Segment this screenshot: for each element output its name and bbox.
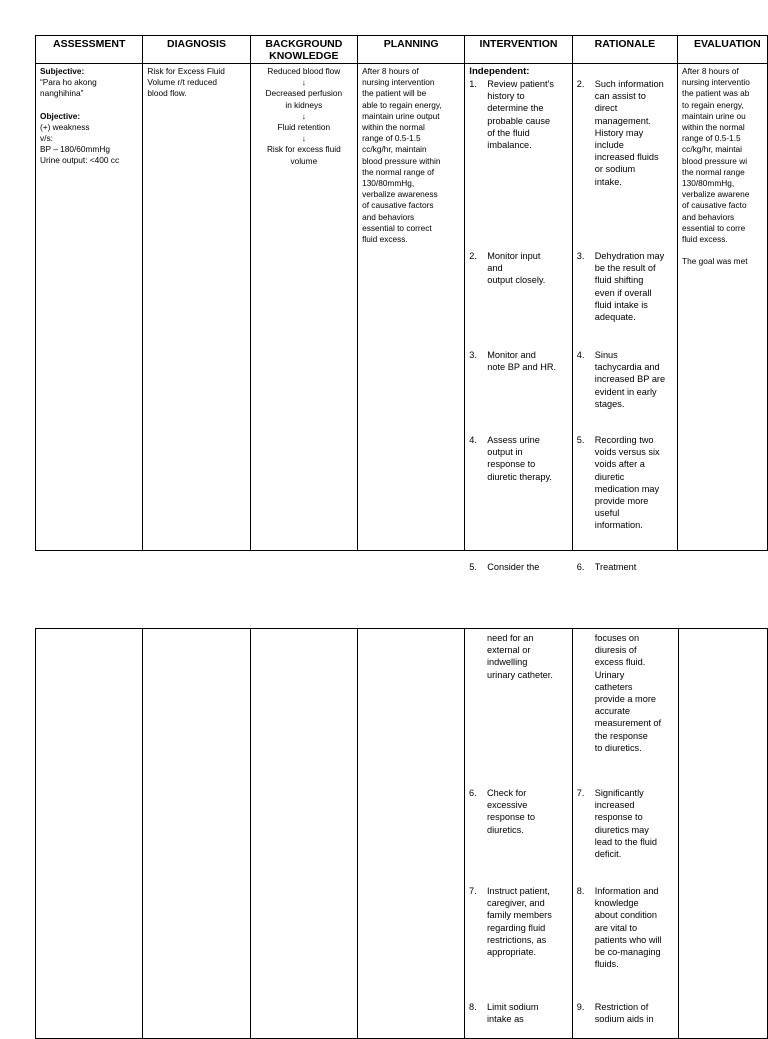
evaluation-line: the normal range (682, 166, 745, 177)
planning-line: After 8 hours of (362, 66, 419, 76)
rationale-line: fluids. (594, 959, 619, 970)
background-line: Fluid retention (277, 122, 331, 133)
rationale-line: the response (594, 730, 648, 741)
intervention-line: of the fluid (487, 127, 530, 138)
evaluation-cell (678, 64, 768, 551)
intervention-number: 2. (469, 251, 477, 261)
down-arrow-icon: ↓ (301, 133, 306, 144)
rationale-line: provide more (594, 496, 649, 507)
diagnosis-cell-cont (143, 629, 250, 1039)
planning-line: nursing intervention (362, 77, 435, 88)
planning-line: the normal range of (362, 166, 435, 177)
planning-line: able to regain energy, (362, 99, 442, 110)
rationale-item (573, 434, 677, 532)
down-arrow-icon: ↓ (301, 110, 306, 121)
assessment-cell (36, 64, 143, 551)
rationale-line: diuretics may (594, 824, 649, 835)
subjective-label: Subjective: (40, 66, 85, 76)
intervention-line: Consider the (487, 562, 540, 572)
planning-cell (358, 64, 465, 551)
planning-line: cc/kg/hr, maintain (362, 144, 427, 155)
rationale-item (573, 349, 677, 410)
header-intervention: INTERVENTION (465, 36, 573, 64)
evaluation-line: of causative facto (682, 200, 747, 211)
intervention-item (465, 250, 572, 287)
intervention-line: excessive (487, 800, 528, 811)
background-line: Risk for excess fluid (266, 144, 341, 155)
planning-line: and behaviors (362, 211, 415, 222)
rationale-line: Recording two (594, 435, 654, 445)
care-plan-table-page2 (35, 628, 768, 1039)
intervention-cell (465, 64, 573, 572)
rationale-line: response to (594, 812, 643, 823)
rationale-line: be co-managing (594, 947, 661, 958)
planning-line: verbalize awareness (362, 189, 438, 200)
care-plan-table-page1 (35, 35, 768, 572)
rationale-line: intake. (594, 176, 622, 187)
rationale-line: Sinus (594, 350, 618, 360)
diagnosis-line: blood flow. (147, 88, 187, 99)
rationale-line: knowledge (594, 898, 639, 909)
intervention-number: 4. (469, 435, 477, 445)
rationale-line: adequate. (594, 312, 636, 323)
rationale-line: provide a more (594, 694, 656, 705)
background-line: Decreased perfusion (265, 88, 343, 99)
rationale-line: History may (594, 127, 644, 138)
rationale-line: voids after a (594, 459, 645, 470)
planning-line: of causative factors (362, 200, 434, 211)
background-knowledge-cell (250, 64, 357, 551)
intervention-line: response to (487, 812, 536, 823)
header-planning: PLANNING (358, 36, 465, 64)
header-diagnosis: DIAGNOSIS (143, 36, 250, 64)
intervention-number: 6. (469, 788, 477, 798)
header-assessment: ASSESSMENT (36, 36, 143, 64)
rationale-line: focuses on (594, 633, 640, 643)
rationale-line: Such information (594, 79, 664, 89)
rationale-line: evident in early (594, 386, 657, 397)
intervention-line: history to (487, 91, 525, 102)
evaluation-line: within the normal (682, 122, 745, 133)
rationale-line: increased fluids (594, 152, 659, 163)
rationale-number: 7. (576, 788, 585, 798)
rationale-line: diuretic (594, 471, 625, 482)
rationale-line: catheters (594, 681, 633, 692)
rationale-cell-cont (572, 629, 678, 1039)
rationale-line: Urinary (594, 669, 625, 680)
intervention-line: Check for (487, 788, 527, 798)
rationale-line: stages. (594, 398, 625, 409)
objective-line: Urine output: <400 cc (40, 155, 120, 166)
rationale-number: 6. (576, 562, 585, 572)
intervention-line: Limit sodium (487, 1002, 539, 1012)
rationale-cell (572, 64, 677, 572)
objective-line: BP – 180/60mmHg (40, 144, 110, 155)
down-arrow-icon: ↓ (301, 77, 306, 88)
rationale-line: management. (594, 115, 651, 126)
rationale-line: include (594, 140, 624, 151)
background-cell-cont (250, 629, 357, 1039)
intervention-item (465, 787, 572, 836)
evaluation-line: verbalize awarene (682, 189, 750, 200)
rationale-line: Significantly (594, 788, 644, 798)
intervention-line: Monitor input (487, 251, 541, 261)
rationale-line: Dehydration may (594, 251, 665, 261)
intervention-line: restrictions, as (487, 934, 547, 945)
rationale-number: 4. (576, 350, 585, 360)
rationale-line: direct (594, 103, 618, 114)
rationale-line: measurement of (594, 718, 662, 729)
rationale-line: excess fluid. (594, 657, 646, 668)
background-line: volume (290, 155, 318, 166)
objective-label: Objective: (40, 110, 81, 121)
intervention-line: output closely. (487, 275, 546, 286)
diagnosis-line: Risk for Excess Fluid (147, 66, 225, 76)
rationale-line: accurate (594, 706, 630, 717)
rationale-line: tachycardia and (594, 362, 660, 373)
header-background-knowledge: BACKGROUND KNOWLEDGE (250, 36, 357, 64)
rationale-line: increased BP are (594, 374, 666, 385)
planning-cell-cont (357, 629, 464, 1039)
independent-label: Independent: (469, 66, 530, 77)
intervention-line: output in (487, 447, 523, 458)
intervention-line: diuretics. (487, 824, 524, 835)
rationale-line: patients who will (594, 934, 662, 945)
rationale-number: 9. (576, 1002, 585, 1012)
rationale-line: sodium aids in (594, 1014, 654, 1025)
diagnosis-cell (143, 64, 250, 551)
intervention-item (465, 561, 572, 573)
rationale-line: fluid intake is (594, 299, 648, 310)
rationale-line: be the result of (594, 263, 656, 274)
evaluation-line: to regain energy, (682, 99, 744, 110)
evaluation-line: the patient was ab (682, 88, 750, 99)
rationale-number: 5. (576, 435, 585, 445)
objective-line: (+) weakness (40, 121, 90, 132)
rationale-number: 2. (576, 79, 585, 89)
rationale-line: Restriction of (594, 1002, 649, 1012)
rationale-line: deficit. (594, 849, 622, 860)
intervention-line: need for an (487, 633, 534, 643)
rationale-line: can assist to (594, 91, 646, 102)
rationale-number: 8. (576, 886, 585, 896)
rationale-item (573, 885, 678, 970)
diagnosis-line: Volume r/t reduced (147, 77, 218, 88)
rationale-line: to diuretics. (594, 742, 642, 753)
evaluation-cell-cont (678, 629, 767, 1039)
header-evaluation: EVALUATION (678, 36, 768, 64)
evaluation-line: cc/kg/hr, maintai (682, 144, 742, 155)
rationale-line: Information and (594, 886, 659, 896)
rationale-line: Treatment (594, 562, 637, 572)
assessment-cell-cont (36, 629, 143, 1039)
intervention-item (465, 349, 572, 373)
rationale-item (573, 78, 677, 188)
intervention-number: 7. (469, 886, 477, 896)
background-line: in kidneys (285, 99, 323, 110)
intervention-line: intake as (487, 1014, 524, 1025)
rationale-line: are vital to (594, 922, 638, 933)
rationale-line: fluid shifting (594, 275, 644, 286)
rationale-line: or sodium (594, 164, 636, 175)
intervention-line: external or (487, 645, 531, 656)
planning-line: within the normal (362, 122, 425, 133)
rationale-item (573, 561, 677, 573)
rationale-line: even if overall (594, 287, 652, 298)
intervention-line: determine the (487, 103, 544, 114)
rationale-line: voids versus six (594, 447, 660, 458)
intervention-line: Instruct patient, (487, 886, 550, 896)
intervention-line: note BP and HR. (487, 362, 557, 373)
header-rationale: RATIONALE (572, 36, 677, 64)
intervention-line: Assess urine (487, 435, 540, 445)
intervention-item (465, 434, 572, 483)
intervention-line: urinary catheter. (487, 669, 553, 680)
evaluation-line: range of 0.5-1.5 (682, 133, 741, 144)
intervention-line: Review patient’s (487, 79, 555, 89)
rationale-line: lead to the fluid (594, 836, 658, 847)
intervention-line: imbalance. (487, 140, 532, 151)
intervention-cell-cont (465, 629, 573, 1039)
planning-line: range of 0.5-1.5 (362, 133, 421, 144)
evaluation-line: maintain urine ou (682, 110, 746, 121)
intervention-item (465, 1001, 572, 1025)
intervention-number: 1. (469, 79, 477, 89)
evaluation-line: 130/80mmHg, (682, 178, 735, 189)
planning-line: the patient will be (362, 88, 427, 99)
rationale-item (573, 250, 677, 323)
planning-line: 130/80mmHg, (362, 178, 415, 189)
intervention-line: response to (487, 459, 536, 470)
rationale-item (573, 1001, 678, 1025)
rationale-line: diuresis of (594, 645, 637, 656)
planning-line: blood pressure within (362, 155, 441, 166)
evaluation-line: After 8 hours of (682, 66, 739, 76)
evaluation-goal: The goal was met (682, 256, 748, 267)
intervention-line: and (487, 263, 503, 274)
intervention-number: 8. (469, 1002, 477, 1012)
intervention-item (465, 885, 572, 958)
intervention-number: 3. (469, 350, 477, 360)
intervention-line: diuretic therapy. (487, 471, 552, 482)
evaluation-line: and behaviors (682, 211, 735, 222)
planning-line: essential to correct (362, 222, 432, 233)
background-line: Reduced blood flow (267, 66, 341, 76)
intervention-line: regarding fluid (487, 922, 546, 933)
rationale-line: medication may (594, 483, 660, 494)
rationale-line: about condition (594, 910, 658, 921)
rationale-line: useful (594, 508, 620, 519)
rationale-number: 3. (576, 251, 585, 261)
rationale-item (573, 787, 678, 860)
intervention-line: Monitor and (487, 350, 536, 360)
evaluation-line: fluid excess. (682, 234, 728, 245)
intervention-number: 5. (469, 562, 477, 572)
objective-line: v/s: (40, 133, 53, 144)
intervention-item (465, 78, 572, 151)
planning-line: fluid excess. (362, 234, 408, 245)
evaluation-line: blood pressure wi (682, 155, 748, 166)
subjective-quote: nanghihina” (40, 88, 84, 99)
intervention-line: probable cause (487, 115, 551, 126)
evaluation-line: nursing interventio (682, 77, 750, 88)
evaluation-line: essential to corre (682, 222, 746, 233)
intervention-line: appropriate. (487, 947, 537, 958)
intervention-line: caregiver, and (487, 898, 545, 909)
intervention-line: indwelling (487, 657, 528, 668)
intervention-line: family members (487, 910, 552, 921)
rationale-line: increased (594, 800, 635, 811)
subjective-quote: “Para ho akong (40, 77, 97, 88)
planning-line: maintain urine output (362, 110, 440, 121)
rationale-line: information. (594, 520, 643, 531)
